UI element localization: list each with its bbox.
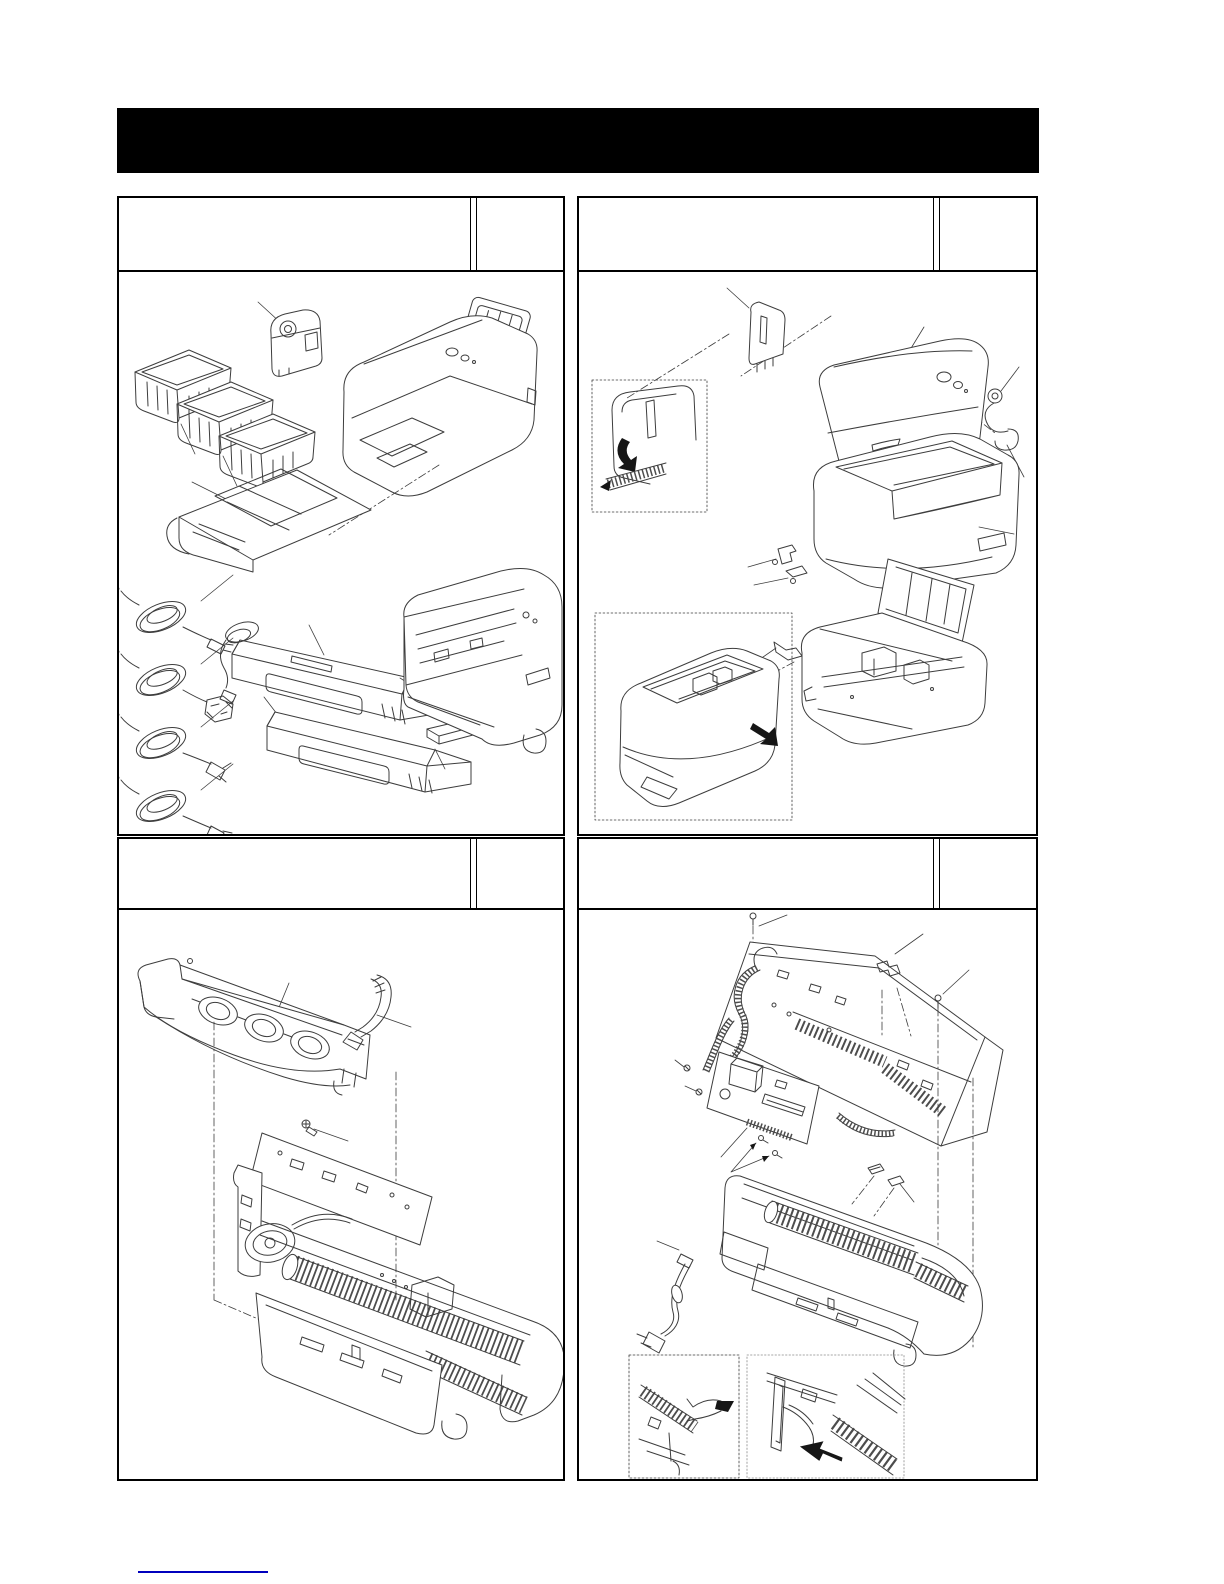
panel-bottom-left <box>117 837 565 1481</box>
case-screws-illustration <box>731 1136 782 1173</box>
panel-top-left <box>117 196 565 836</box>
power-cord-illustration <box>637 1241 693 1353</box>
packing-parts-figure <box>119 272 563 834</box>
panel-bottom-left-divider <box>470 839 477 908</box>
panel-top-left-divider <box>470 198 477 270</box>
footer-link[interactable] <box>138 1571 268 1573</box>
tube-routing-inset <box>747 1355 905 1478</box>
panel-bottom-left-title-cell <box>119 839 470 908</box>
panel-top-right-number-cell <box>940 198 1036 270</box>
cable-clamps-illustration <box>852 1164 914 1216</box>
cord-clamp-inset <box>629 1355 739 1478</box>
chassis-figure <box>579 910 1036 1479</box>
bracket-parts-illustration <box>748 545 807 585</box>
panel-bottom-left-header <box>119 839 563 910</box>
panel-bottom-right-header <box>579 839 1036 910</box>
panel-top-right-divider <box>933 198 940 270</box>
feed-assembly-figure <box>119 910 563 1479</box>
packing-materials-diagram <box>119 272 563 834</box>
front-cover-part-illustration <box>727 288 785 372</box>
printer-front-illustration <box>343 296 537 496</box>
panel-top-left-title-cell <box>119 198 470 270</box>
feed-roller-assembly-illustration <box>138 959 370 1096</box>
cover-detail-inset <box>592 380 707 512</box>
external-covers-diagram <box>579 272 1036 834</box>
panel-bottom-right-number-cell <box>940 839 1036 908</box>
print-head-cartridge-illustration <box>271 310 322 376</box>
pcb-screws-illustration <box>675 1060 702 1095</box>
printer-rear-illustration <box>404 568 563 753</box>
panel-top-right <box>577 196 1038 836</box>
mechanism-unit-illustration <box>801 559 987 744</box>
chassis-and-pcb-diagram <box>579 910 1036 1479</box>
printer-detail-inset <box>595 613 792 820</box>
chassis-platen-illustration <box>234 1133 564 1439</box>
power-cords-illustration <box>119 575 233 834</box>
panel-bottom-right-title-cell <box>579 839 933 908</box>
screw-illustration <box>302 1120 348 1141</box>
bottom-case-illustration <box>720 1176 982 1366</box>
covers-figure <box>579 272 1036 834</box>
page-title-bar <box>117 108 1039 173</box>
panel-bottom-left-number-cell <box>477 839 563 908</box>
panel-bottom-right <box>577 837 1038 1481</box>
panel-bottom-right-divider <box>933 839 940 908</box>
panel-top-left-header <box>119 198 563 272</box>
panel-top-left-number-cell <box>477 198 563 270</box>
panel-top-right-header <box>579 198 1036 272</box>
panel-top-right-title-cell <box>579 198 933 270</box>
paper-feed-assembly-diagram <box>119 910 563 1479</box>
